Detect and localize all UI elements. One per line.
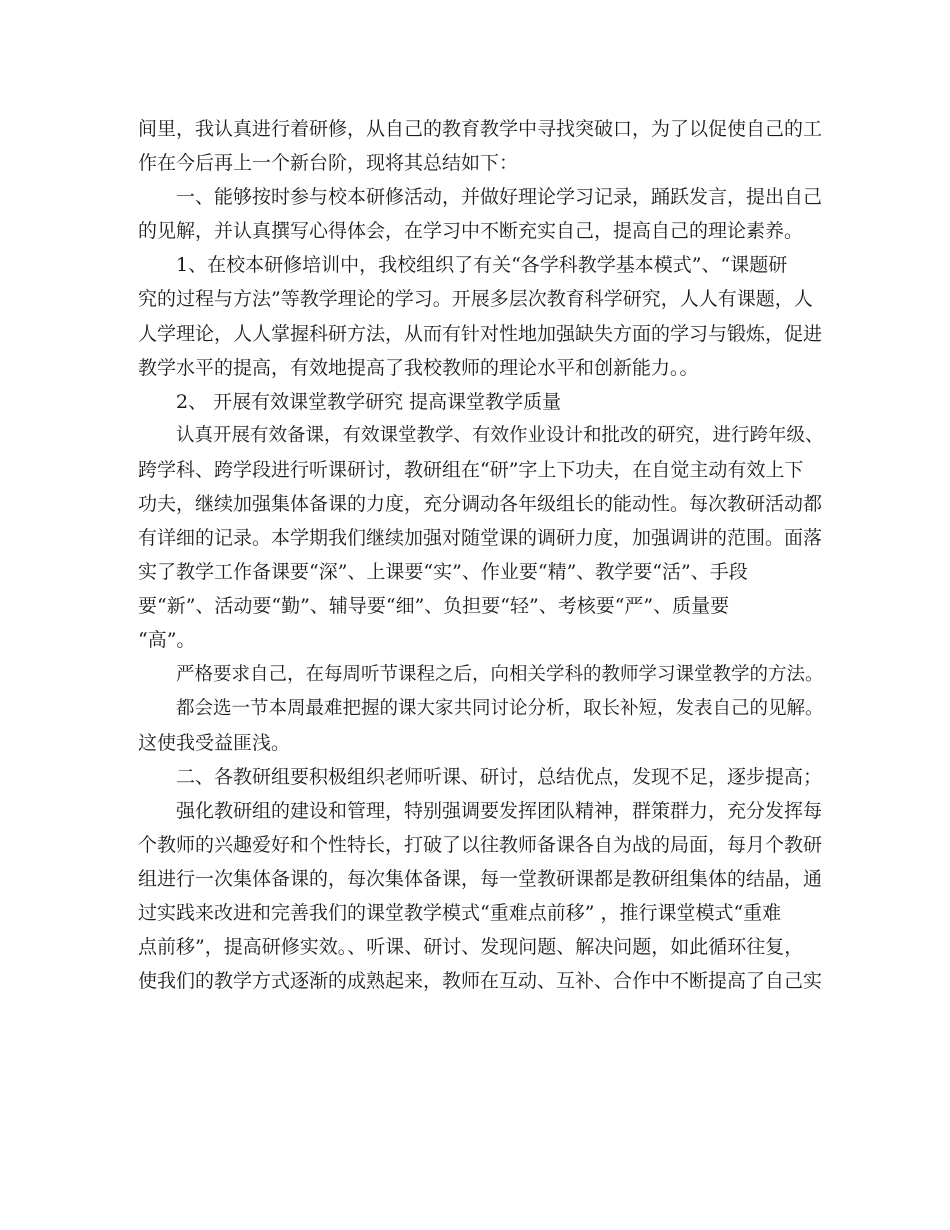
text-line: 跨学科、跨学段进行听课研讨，教研组在“研”字上下功夫，在自觉主动有效上下 bbox=[138, 458, 804, 481]
text-line: 都会选一节本周最难把握的课大家共同讨论分析，取长补短，发表自己的见解。 bbox=[176, 697, 824, 719]
text-line: 功夫，继续加强集体备课的力度，充分调动各年级组长的能动性。每次教研活动都 bbox=[138, 493, 823, 516]
text-line: 有详细的记录。本学期我们继续加强对随堂课的调研力度，加强调讲的范围。面落 bbox=[138, 527, 823, 550]
body-text bbox=[138, 112, 838, 998]
text-line: 间里，我认真进行着研修，从自己的教育教学中寻找突破口，为了以促使自己的工 bbox=[138, 118, 823, 140]
text-line: 组进行一次集体备课的，每次集体备课，每一堂教研课都是教研组集体的结晶，通 bbox=[138, 868, 823, 891]
text-line: 使我们的教学方式逐渐的成熟起来，教师在互动、互补、合作中不断提高了自己实 bbox=[138, 970, 823, 993]
text-line: 个教师的兴趣爱好和个性特长，打破了以往教师备课各自为战的局面，每月个教研 bbox=[138, 833, 823, 856]
text-line: 2、 开展有效课堂教学研究 提高课堂教学质量 bbox=[176, 390, 562, 413]
text-line: 点前移”，提高研修实效。、听课、研讨、发现问题、解决问题，如此循环往复， bbox=[138, 936, 804, 959]
text-line: 的见解，并认真撰写心得体会，在学习中不断充实自己，提高自己的理论素养。 bbox=[138, 220, 804, 243]
text-line: 这使我受益匪浅。 bbox=[138, 731, 291, 754]
text-line: 过实践来改进和完善我们的课堂教学模式“重难点前移” ，推行课堂模式“重难 bbox=[138, 902, 782, 925]
text-line: 教学水平的提高，有效地提高了我校教师的理论水平和创新能力。。 bbox=[138, 356, 699, 379]
text-line: 人学理论，人人掌握科研方法，从而有针对性地加强缺失方面的学习与锻炼，促进 bbox=[138, 322, 823, 345]
text-line: 作在今后再上一个新台阶，现将其总结如下： bbox=[138, 152, 519, 175]
text-line: 实了教学工作备课要“深”、上课要“实”、作业要“精”、教学要“活”、手段 bbox=[138, 561, 748, 584]
text-line: 要“新”、活动要“勤”、辅导要“细”、负担要“轻”、考核要“严”、质量要 bbox=[138, 595, 730, 618]
text-line: 究的过程与方法”等教学理论的学习。开展多层次教育科学研究，人人有课题，人 bbox=[138, 288, 813, 311]
text-line: 一、能够按时参与校本研修活动，并做好理论学习记录，踊跃发言，提出自己 bbox=[176, 186, 823, 209]
text-line: 严格要求自己，在每周听节课程之后，向相关学科的教师学习课堂教学的方法。 bbox=[176, 663, 824, 685]
text-line: 二、各教研组要积极组织老师听课、研讨，总结优点，发现不足，逐步提高； bbox=[176, 765, 823, 788]
text-line: 强化教研组的建设和管理，特别强调要发挥团队精神，群策群力，充分发挥每 bbox=[176, 799, 823, 822]
text-line: “高”。 bbox=[138, 629, 196, 652]
text-line: 认真开展有效备课，有效课堂教学、有效作业设计和批改的研究，进行跨年级、 bbox=[176, 424, 824, 446]
text-line: 1、在校本研修培训中，我校组织了有关“各学科教学基本模式”、“课题研 bbox=[176, 254, 788, 277]
